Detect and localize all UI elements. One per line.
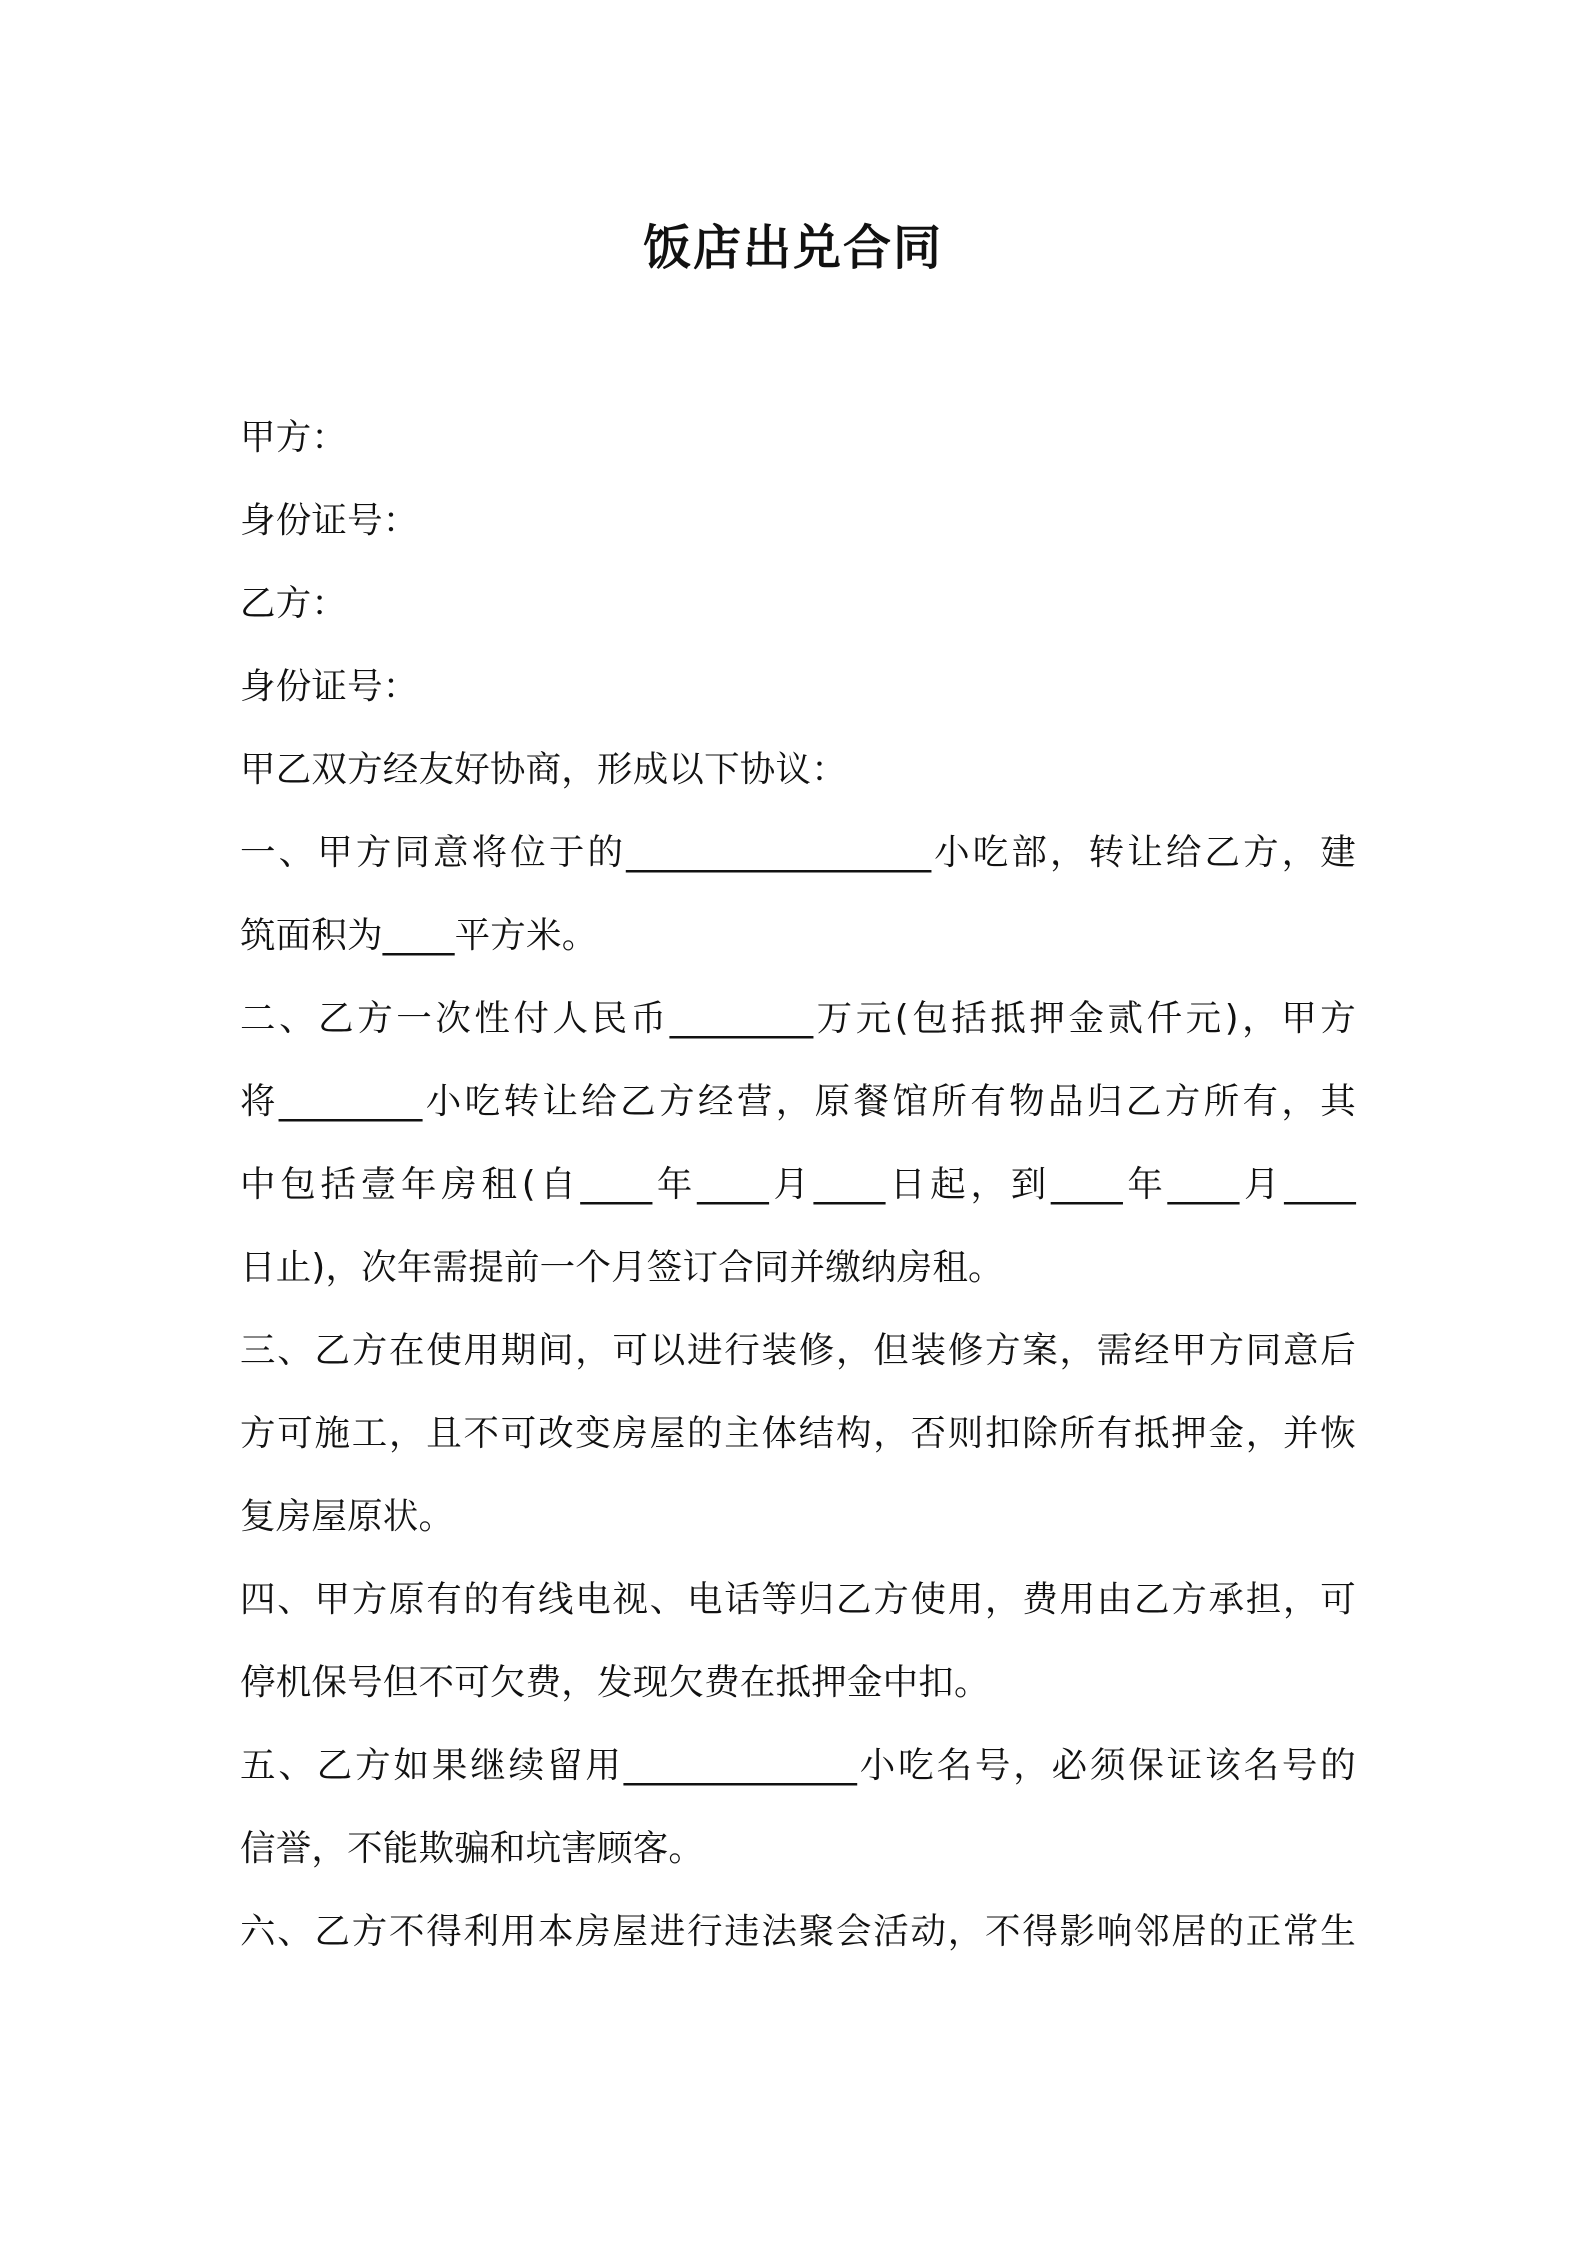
contract-body xyxy=(240,396,1356,1973)
clause-2-line-4: 日止)，次年需提前一个月签订合同并缴纳房租。 xyxy=(240,1247,1004,1288)
clause-2-line-3: 中包括壹年房租(自____年____月____日起，到____年____月____ xyxy=(240,1164,1356,1205)
clause-4-line-2: 停机保号但不可欠费，发现欠费在抵押金中扣。 xyxy=(240,1662,990,1703)
party-a-line: 甲方： xyxy=(240,417,348,458)
document-title: 饭店出兑合同 xyxy=(642,220,943,276)
party-a-id-line: 身份证号： xyxy=(240,500,419,541)
clause-1-line-2: 筑面积为____平方米。 xyxy=(240,915,598,956)
clause-5-line-1: 五、乙方如果继续留用_____________小吃名号，必须保证该名号的 xyxy=(240,1745,1356,1786)
party-b-id-line: 身份证号： xyxy=(240,666,419,707)
clause-1-line-1: 一、甲方同意将位于的_________________小吃部，转让给乙方，建 xyxy=(240,832,1356,873)
clause-2-line-2: 将________小吃转让给乙方经营，原餐馆所有物品归乙方所有，其 xyxy=(240,1081,1356,1122)
party-b-line: 乙方： xyxy=(240,583,348,624)
clause-2-line-1: 二、乙方一次性付人民币________万元(包括抵押金贰仟元)，甲方 xyxy=(240,998,1356,1039)
clause-3-line-1: 三、乙方在使用期间，可以进行装修，但装修方案，需经甲方同意后 xyxy=(240,1330,1356,1371)
clause-3-line-2: 方可施工，且不可改变房屋的主体结构，否则扣除所有抵押金，并恢 xyxy=(240,1413,1356,1454)
agreement-intro: 甲乙双方经友好协商，形成以下协议： xyxy=(240,749,847,790)
clause-4-line-1: 四、甲方原有的有线电视、电话等归乙方使用，费用由乙方承担，可 xyxy=(240,1579,1356,1620)
clause-3-line-3: 复房屋原状。 xyxy=(240,1496,455,1537)
clause-5-line-2: 信誉，不能欺骗和坑害顾客。 xyxy=(240,1828,705,1869)
clause-6-line-1: 六、乙方不得利用本房屋进行违法聚会活动，不得影响邻居的正常生 xyxy=(240,1911,1356,1952)
